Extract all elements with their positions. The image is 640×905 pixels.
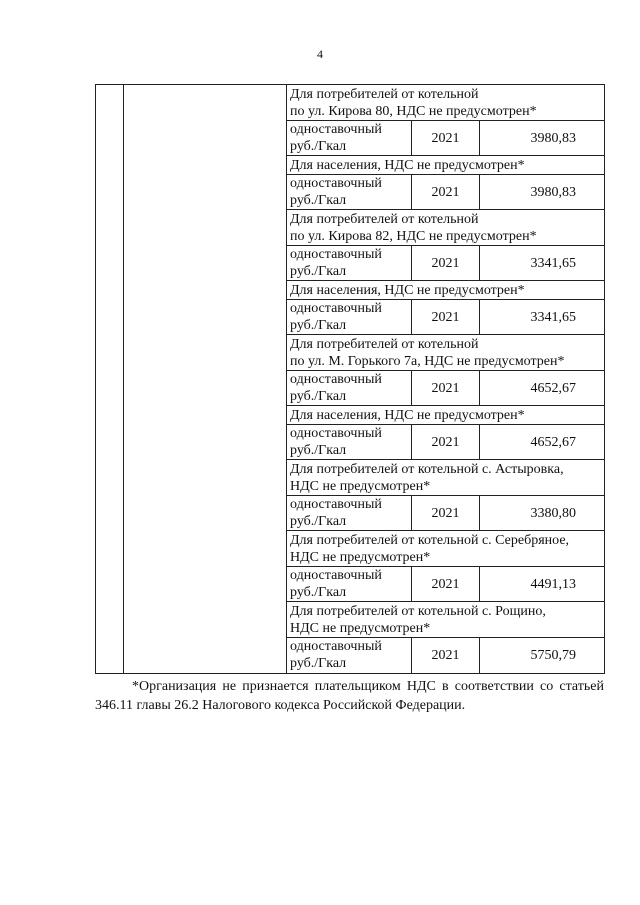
tariff-value-cell: 3380,80 — [480, 496, 605, 531]
tariff-type: одноставочный — [290, 497, 382, 512]
tariff-type-cell — [287, 371, 412, 406]
section-header — [287, 281, 605, 300]
section-header — [287, 406, 605, 425]
tariff-type-cell — [287, 246, 412, 281]
year-cell: 2021 — [412, 300, 480, 335]
tariff-type: одноставочный — [290, 426, 382, 441]
section-header-line: НДС не предусмотрен* — [290, 479, 431, 494]
year-cell: 2021 — [412, 567, 480, 602]
tariff-type-cell — [287, 496, 412, 531]
tariff-type-cell — [287, 567, 412, 602]
tariff-value-cell: 3980,83 — [480, 175, 605, 210]
tariff-type: одноставочный — [290, 568, 382, 583]
year-cell: 2021 — [412, 496, 480, 531]
section-header-line: Для населения, НДС не предусмотрен* — [290, 283, 525, 298]
section-header-row — [96, 85, 605, 121]
section-header-line: Для населения, НДС не предусмотрен* — [290, 158, 525, 173]
tariff-type: одноставочный — [290, 301, 382, 316]
tariff-value-cell: 3341,65 — [480, 300, 605, 335]
tariff-type-cell — [287, 121, 412, 156]
section-header — [287, 602, 605, 638]
tariff-value-cell: 3341,65 — [480, 246, 605, 281]
year-cell: 2021 — [412, 638, 480, 674]
section-header — [287, 460, 605, 496]
tariff-table — [95, 84, 605, 674]
year-cell: 2021 — [412, 246, 480, 281]
section-header — [287, 210, 605, 246]
tariff-type-cell — [287, 300, 412, 335]
section-header — [287, 335, 605, 371]
year-cell: 2021 — [412, 425, 480, 460]
tariff-unit: руб./Гкал — [290, 193, 347, 208]
tariff-type: одноставочный — [290, 372, 382, 387]
year-cell: 2021 — [412, 121, 480, 156]
tariff-unit: руб./Гкал — [290, 139, 347, 154]
tariff-type: одноставочный — [290, 122, 382, 137]
section-header-line: НДС не предусмотрен* — [290, 550, 431, 565]
section-header-line: Для потребителей от котельной — [290, 87, 479, 102]
section-header-line: Для потребителей от котельной с. Рощино, — [290, 604, 546, 619]
empty-number-column — [96, 85, 124, 674]
footnote — [95, 677, 604, 715]
section-header-line: по ул. Кирова 82, НДС не предусмотрен* — [290, 229, 537, 244]
tariff-unit: руб./Гкал — [290, 318, 347, 333]
tariff-value-cell: 3980,83 — [480, 121, 605, 156]
section-header-line: Для населения, НДС не предусмотрен* — [290, 408, 525, 423]
tariff-value-cell: 4652,67 — [480, 425, 605, 460]
section-header-line: Для потребителей от котельной — [290, 337, 479, 352]
empty-organization-column — [124, 85, 287, 674]
tariff-unit: руб./Гкал — [290, 585, 347, 600]
section-header — [287, 85, 605, 121]
tariff-type: одноставочный — [290, 247, 382, 262]
section-header-line: Для потребителей от котельной — [290, 212, 479, 227]
footnote-text: *Организация не признается плательщиком НДС в соответствии со статьей 346.11 главы 26.2 Налогового кодекса Российской Федерации. — [95, 679, 604, 713]
year-cell: 2021 — [412, 175, 480, 210]
section-header-line: по ул. Кирова 80, НДС не предусмотрен* — [290, 104, 537, 119]
tariff-value-cell: 4491,13 — [480, 567, 605, 602]
tariff-type-cell — [287, 175, 412, 210]
section-header — [287, 156, 605, 175]
section-header-line: по ул. М. Горького 7а, НДС не предусмотрен* — [290, 354, 565, 369]
page-number: 4 — [317, 47, 323, 61]
tariff-type-cell — [287, 638, 412, 674]
year-cell: 2021 — [412, 371, 480, 406]
tariff-unit: руб./Гкал — [290, 656, 347, 671]
tariff-unit: руб./Гкал — [290, 389, 347, 404]
section-header-line: Для потребителей от котельной с. Астыровка, — [290, 462, 564, 477]
tariff-type-cell — [287, 425, 412, 460]
section-header — [287, 531, 605, 567]
tariff-type: одноставочный — [290, 639, 382, 654]
section-header-line: Для потребителей от котельной с. Серебряное, — [290, 533, 570, 548]
tariff-value-cell: 4652,67 — [480, 371, 605, 406]
section-header-line: НДС не предусмотрен* — [290, 621, 431, 636]
tariff-type: одноставочный — [290, 176, 382, 191]
tariff-value-cell: 5750,79 — [480, 638, 605, 674]
tariff-unit: руб./Гкал — [290, 514, 347, 529]
tariff-unit: руб./Гкал — [290, 264, 347, 279]
tariff-unit: руб./Гкал — [290, 443, 347, 458]
